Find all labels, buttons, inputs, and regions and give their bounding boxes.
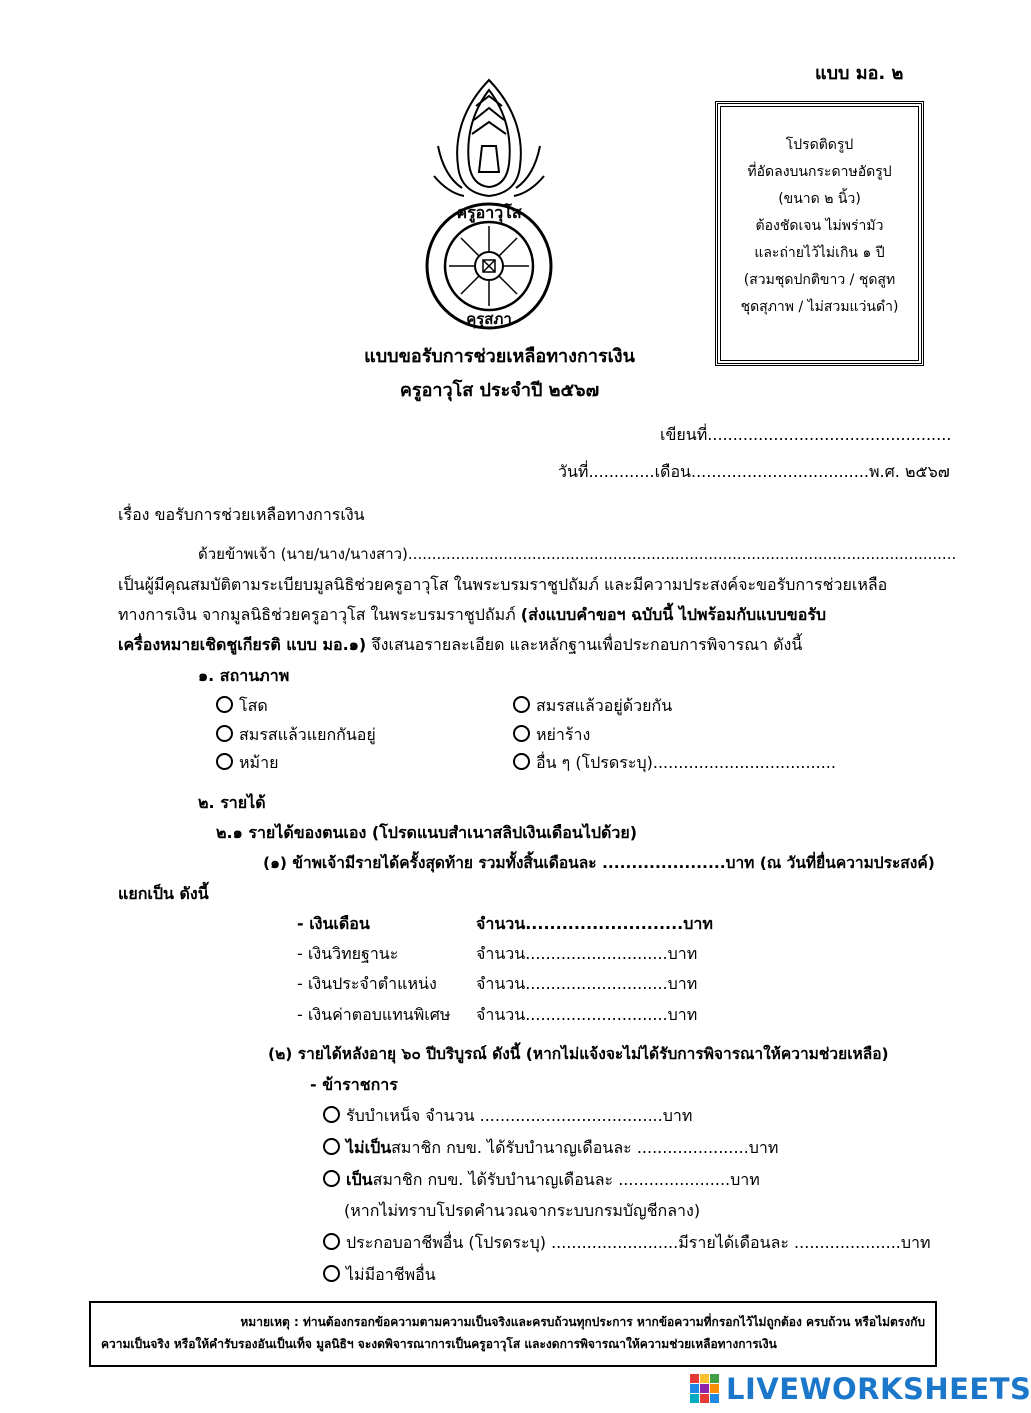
photo-box-line: ที่อัดลงบนกระดาษอัดรูป [747, 164, 892, 180]
emblem-bottom-text: คุรุสภา [466, 310, 512, 328]
status-option-divorced[interactable] [513, 725, 590, 745]
radio-icon[interactable] [216, 696, 233, 713]
status-option-single[interactable] [216, 696, 268, 716]
radio-icon[interactable] [323, 1138, 340, 1155]
income-row-label: - เงินค่าตอบแทนพิเศษ [297, 1005, 451, 1024]
photo-box-line: และถ่ายไว้ไม่เกิน ๑ ปี [754, 245, 885, 261]
pension-option-lumpsum[interactable] [323, 1106, 692, 1126]
kurusapha-emblem [424, 76, 554, 332]
income-row-amount[interactable]: จำนวน............................บาท [476, 944, 698, 963]
radio-icon[interactable] [323, 1265, 340, 1282]
form-code: แบบ มอ. ๒ [815, 63, 904, 84]
photo-placeholder-box [715, 101, 924, 366]
pension-option-other-job[interactable] [323, 1233, 931, 1253]
section1-heading: ๑. สถานภาพ [198, 666, 290, 685]
income-item1-cont: แยกเป็น ดังนี้ [118, 884, 209, 903]
photo-box-line: (สวมชุดปกติขาว / ชุดสูท [743, 272, 896, 288]
intro-line3 [118, 605, 826, 625]
photo-box-line: โปรดติดรูป [785, 137, 854, 153]
income-item1[interactable]: (๑) ข้าพเจ้ามีรายได้ครั้งสุดท้าย รวมทั้งสิ้นเดือนละ .....................บาท (ณ วันที่ยื่นความประสงค์) [263, 854, 935, 872]
income-row-label: - เงินวิทยฐานะ [297, 944, 399, 963]
form-title-line1: แบบขอรับการช่วยเหลือทางการเงิน [364, 346, 635, 367]
intro-line4-bold: เครื่องหมายเชิดชูเกียรติ แบบ มอ.๑) [118, 635, 367, 654]
status-option-label: อื่น ๆ (โปรดระบุ).................................... [536, 753, 836, 772]
pension-option-bold: เป็น [346, 1170, 373, 1189]
date-field[interactable]: วันที่.............เดือน...................................พ.ศ. ๒๕๖๗ [558, 462, 950, 481]
income-row-amount[interactable]: จำนวน............................บาท [476, 974, 698, 993]
pension-option-no-job[interactable] [323, 1265, 436, 1285]
subject-line: เรื่อง ขอรับการช่วยเหลือทางการเงิน [118, 505, 365, 524]
status-option-label: หม้าย [239, 753, 279, 772]
intro-line3-plain: ทางการเงิน จากมูลนิธิช่วยครูอาวุโส ในพระบรมราชูปถัมภ์ [118, 605, 521, 624]
written-at-field[interactable]: เขียนที่................................................ [660, 425, 952, 444]
status-option-label: โสด [239, 696, 268, 715]
photo-box-line: ต้องชัดเจน ไม่พร่ามัว [755, 218, 884, 234]
pension-option-member[interactable] [323, 1170, 760, 1190]
section2-sub1: ๒.๑ รายได้ของตนเอง (โปรดแนบสำเนาสลิปเงินเดือนไปด้วย) [216, 823, 638, 842]
section2-heading: ๒. รายได้ [198, 793, 266, 812]
note-line2: ความเป็นจริง หรือให้คำรับรองอันเป็นเท็จ มูลนิธิฯ จะงดพิจารณาการเป็นครูอาวุโส และงดการพิจารณาให้ความช่วยเหลือทางการเงิน [101, 1337, 777, 1351]
pension-option-label: สมาชิก กบข. ได้รับบำนาญเดือนละ ......................บาท [372, 1170, 760, 1189]
emblem-top-text: ครูอาวุโส [456, 203, 522, 222]
pension-member-note: (หากไม่ทราบโปรดคำนวณจากระบบกรมบัญชีกลาง) [344, 1201, 701, 1220]
radio-icon[interactable] [513, 725, 530, 742]
radio-icon[interactable] [323, 1170, 340, 1187]
intro-line2: เป็นผู้มีคุณสมบัติตามระเบียบมูลนิธิช่วยครูอาวุโส ในพระบรมราชูปถัมภ์ และมีความประสงค์จะขอรับการช่วยเหลือ [118, 575, 888, 594]
civil-servant-label: - ข้าราชการ [310, 1075, 398, 1094]
radio-icon[interactable] [216, 725, 233, 742]
income-row-label: - เงินเดือน [297, 914, 370, 933]
liveworksheets-text: LIVEWORKSHEETS [726, 1372, 1031, 1406]
radio-icon[interactable] [513, 696, 530, 713]
radio-icon[interactable] [513, 753, 530, 770]
applicant-name-field[interactable]: ด้วยข้าพเจ้า (นาย/นาง/นางสาว)................................................................................................................... [198, 545, 957, 563]
intro-line4 [118, 635, 802, 655]
intro-line3-bold: (ส่งแบบคำขอฯ ฉบับนี้ ไปพร้อมกับแบบขอรับ [520, 605, 827, 624]
pension-option-label: ไม่มีอาชีพอื่น [346, 1265, 436, 1284]
radio-icon[interactable] [323, 1233, 340, 1250]
intro-line4-plain: จึงเสนอรายละเอียด และหลักฐานเพื่อประกอบการพิจารณา ดังนี้ [366, 635, 803, 654]
income-row-amount[interactable]: จำนวน..........................บาท [476, 914, 713, 933]
status-option-separated[interactable] [216, 725, 376, 745]
status-option-label: สมรสแล้วแยกกันอยู่ [239, 725, 376, 744]
pension-option-non-member[interactable] [323, 1138, 778, 1158]
liveworksheets-icon [690, 1374, 720, 1404]
status-option-married[interactable] [513, 696, 672, 716]
form-title-line2: ครูอาวุโส ประจำปี ๒๕๖๗ [399, 380, 600, 401]
note-line1: หมายเหตุ : ท่านต้องกรอกข้อความตามความเป็นจริงและครบถ้วนทุกประการ หากข้อความที่กรอกไว้ไม่ถูกต้อง ครบถ้วน หรือไม่ตรงกับ [240, 1315, 925, 1329]
liveworksheets-logo [690, 1372, 1031, 1406]
status-option-other[interactable] [513, 753, 836, 773]
income-row-label: - เงินประจำตำแหน่ง [297, 974, 437, 993]
note-box [89, 1301, 937, 1367]
status-option-label: สมรสแล้วอยู่ด้วยกัน [536, 696, 673, 715]
status-option-widowed[interactable] [216, 753, 278, 773]
status-option-label: หย่าร้าง [536, 725, 591, 744]
income-row-amount[interactable]: จำนวน............................บาท [476, 1005, 698, 1024]
pension-option-label: ประกอบอาชีพอื่น (โปรดระบุ) .........................มีรายได้เดือนละ .....................บาท [346, 1233, 931, 1252]
photo-box-line: ชุดสุภาพ / ไม่สวมแว่นดำ) [740, 299, 899, 315]
pension-option-label: รับบำเหน็จ จำนวน ....................................บาท [346, 1106, 693, 1125]
photo-box-line: (ขนาด ๒ นิ้ว) [778, 191, 861, 207]
radio-icon[interactable] [323, 1106, 340, 1123]
pension-option-label: สมาชิก กบข. ได้รับบำนาญเดือนละ ......................บาท [391, 1138, 779, 1157]
radio-icon[interactable] [216, 753, 233, 770]
pension-option-bold: ไม่เป็น [346, 1138, 392, 1157]
income-item2: (๒) รายได้หลังอายุ ๖๐ ปีบริบูรณ์ ดังนี้ (หากไม่แจ้งจะไม่ได้รับการพิจารณาให้ความช่วยเหลือ) [268, 1045, 889, 1063]
